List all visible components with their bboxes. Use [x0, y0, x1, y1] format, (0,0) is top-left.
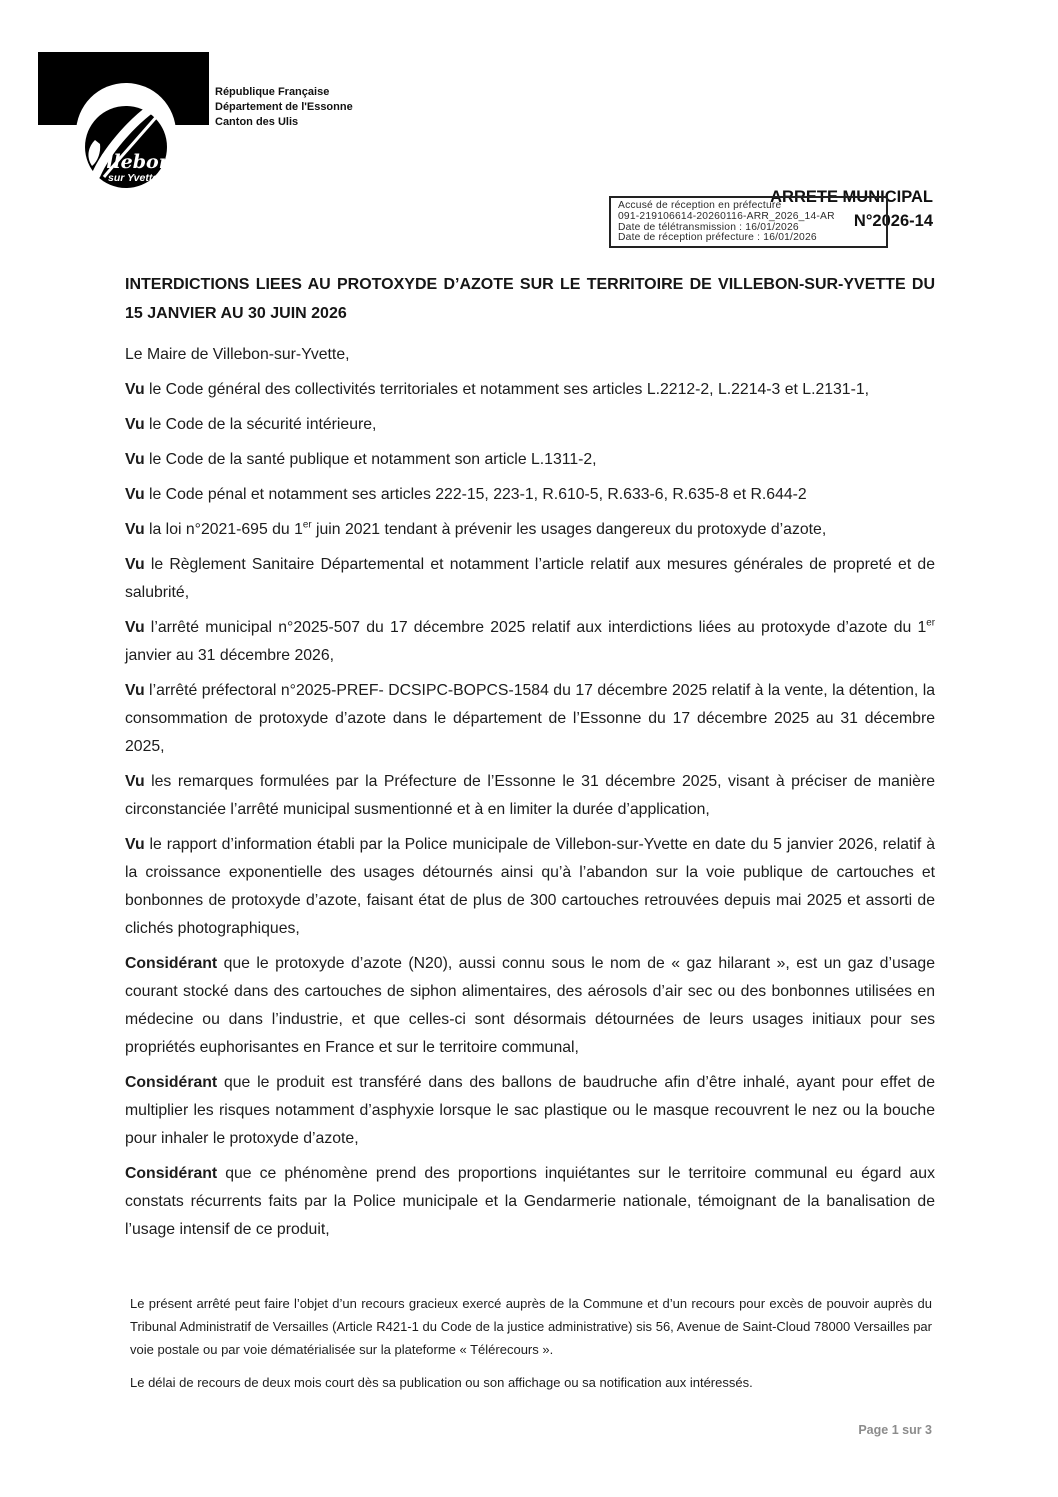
decree-label: ARRETE MUNICIPAL	[770, 188, 933, 206]
body-paragraph: Vu le rapport d’information établi par la Police municipale de Villebon-sur-Yvette en date du 5 janvier 2026, relatif à la croissance exponentielle des usages détournés ainsi qu’à l’abandon sur la voie publique de cartouches et bonbonnes de protoxyde d’azote, faisant état de plus de 300 cartouches retrouvées depuis mai 2025 et assorti de clichés photographiques,	[125, 836, 935, 937]
decree-number: N°2026-14	[853, 212, 933, 230]
body-paragraph: Considérant que le protoxyde d’azote (N20), aussi connu sous le nom de « gaz hilarant », est un gaz d’usage courant stocké dans des cartouches de siphon alimentaires, des aérosols d’air sec ou des bonbonnes utilisées en médecine ou dans l’industrie, et que celles-ci sont désormais détournées de leurs usages initiaux pour ses propriétés euphorisantes en France et sur le territoire communal,	[125, 955, 935, 1056]
body-paragraph: Vu la loi n°2021-695 du 1er juin 2021 tendant à prévenir les usages dangereux du protoxyde d’azote,	[125, 519, 827, 538]
recourse-paragraph-2: Le délai de recours de deux mois court dès sa publication ou son affichage ou sa notification aux intéressés.	[130, 1375, 753, 1390]
stamp-line-3: Date de télétransmission : 16/01/2026	[618, 221, 799, 233]
intro-line: Le Maire de Villebon-sur-Yvette,	[125, 346, 350, 363]
villebon-logo	[38, 52, 218, 202]
body-paragraph: Vu l’arrêté préfectoral n°2025-PREF- DCSIPC-BOPCS-1584 du 17 décembre 2025 relatif à la vente, la détention, la consommation de protoxyde d’azote dans le département de l’Essonne du 17 décembre 2025 au 31 décembre 2025,	[125, 682, 935, 755]
paragraphs	[125, 376, 935, 1244]
page-number: Page 1 sur 3	[858, 1423, 932, 1437]
document-title: INTERDICTIONS LIEES AU PROTOXYDE D’AZOTE SUR LE TERRITOIRE DE VILLEBON-SUR-YVETTE DU 15 JANVIER AU 30 JUIN 2026	[125, 276, 935, 322]
body-paragraph: Vu le Code de la santé publique et notamment son article L.1311-2,	[125, 451, 597, 468]
body-paragraph: Vu les remarques formulées par la Préfecture de l’Essonne le 31 décembre 2025, visant à préciser de manière circonstanciée l’arrêté municipal susmentionné et à en limiter la durée d’application,	[125, 773, 935, 818]
recourse-paragraph-1: Le présent arrêté peut faire l’objet d’un recours gracieux exercé auprès de la Commune et d’un recours pour excès de pouvoir auprès du Tribunal Administratif de Versailles (Article R421-1 du Code de la justice administrative) sis 56, Avenue de Saint-Cloud 78000 Versailles par voie postale ou par voie dématérialisée sur la plateforme « Télérecours ».	[130, 1296, 932, 1357]
prefecture-stamp	[609, 196, 888, 248]
document-body	[125, 271, 935, 1251]
logo-text-main: illebon	[99, 151, 173, 173]
body-paragraph: Vu le Code de la sécurité intérieure,	[125, 416, 377, 433]
stamp-line-1: Accusé de réception en préfecture	[618, 200, 782, 211]
body-paragraph: Vu l’arrêté municipal n°2025-507 du 17 décembre 2025 relatif aux interdictions liées au protoxyde d’azote du 1er janvier au 31 décembre 2026,	[125, 617, 935, 664]
body-paragraph: Vu le Code pénal et notamment ses articles 222-15, 223-1, R.610-5, R.633-6, R.635-8 et R.644-2	[125, 486, 807, 503]
body-paragraph: Vu le Règlement Sanitaire Départemental et notamment l’article relatif aux mesures générales de propreté et de salubrité,	[125, 556, 935, 601]
stamp-line-2: 091-219106614-20260116-ARR_2026_14-AR	[618, 210, 835, 222]
stamp-line-4: Date de réception préfecture : 16/01/2026	[618, 232, 817, 244]
org-line-republique: République Française	[215, 86, 330, 98]
recourse-footer	[130, 1292, 932, 1394]
logo-text-sub: sur Yvette	[108, 172, 159, 184]
org-line-departement: Département de l'Essonne	[215, 101, 353, 113]
org-block	[215, 85, 353, 130]
body-paragraph: Considérant que ce phénomène prend des proportions inquiétantes sur le territoire communal eu égard aux constats récurrents faits par la Police municipale et la Gendarmerie nationale, témoignant de la banalisation de l’usage intensif de ce produit,	[125, 1165, 935, 1238]
body-paragraph: Vu le Code général des collectivités territoriales et notamment ses articles L.2212-2, L.2214-3 et L.2131-1,	[125, 381, 870, 398]
body-paragraph: Considérant que le produit est transféré dans des ballons de baudruche afin d’être inhalé, ayant pour effet de multiplier les risques notamment d’asphyxie lorsque le sac plastique ou le masque recouvrent le nez ou la bouche pour inhaler le protoxyde d’azote,	[125, 1074, 935, 1147]
villebon-logo-icon	[38, 52, 218, 202]
org-line-canton: Canton des Ulis	[215, 116, 299, 128]
